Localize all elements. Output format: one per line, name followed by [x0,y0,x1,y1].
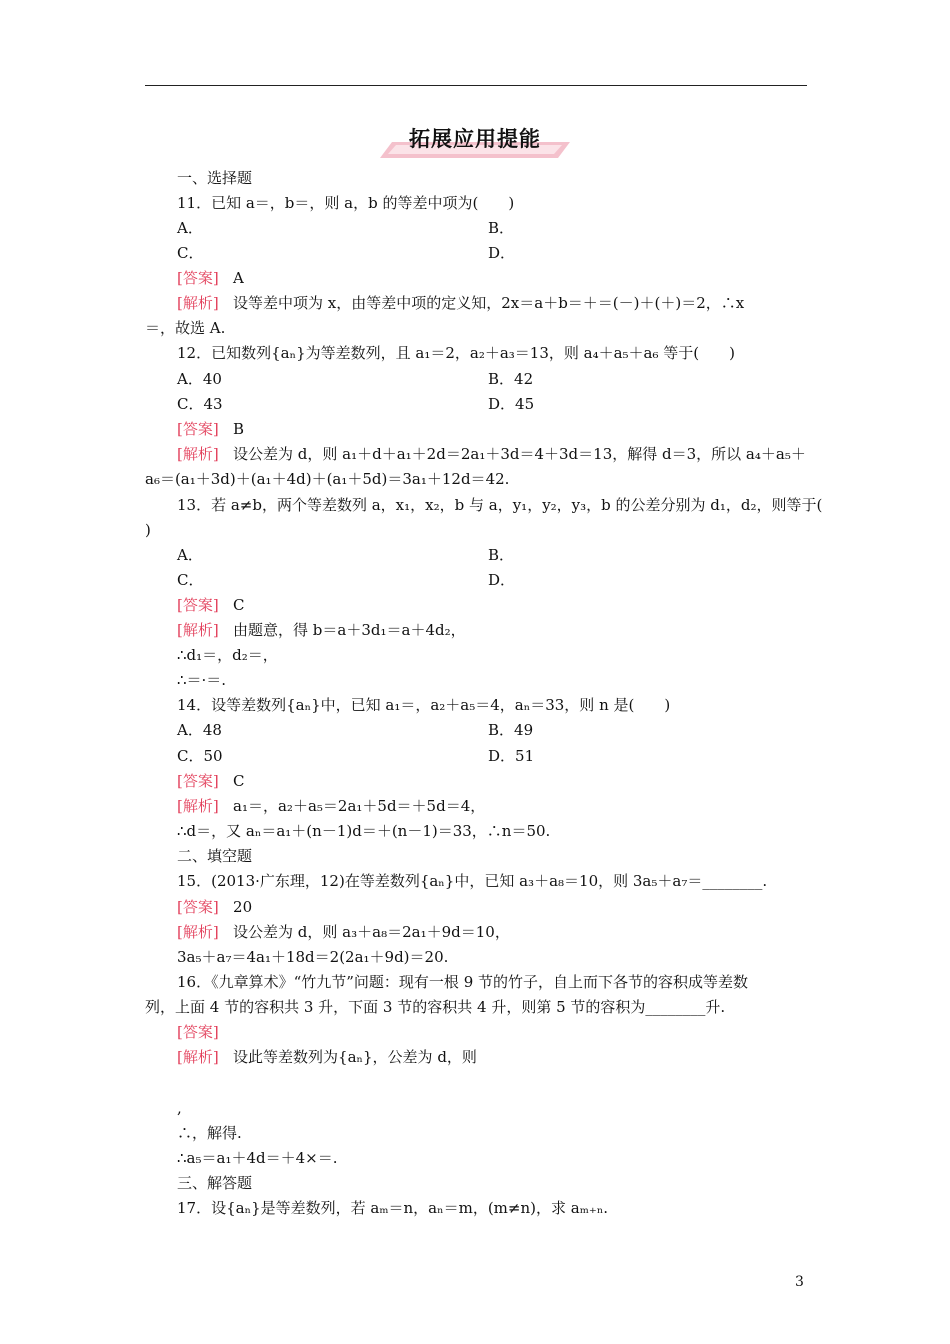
question-14-option-c: C．50 [177,747,223,765]
question-15-analysis-line2: 3a₅＋a₇＝4a₁＋18d＝2(2a₁＋9d)＝20. [177,948,449,966]
question-14-option-d: D．51 [488,747,535,765]
analysis-label: [解析] [177,621,219,639]
analysis-text: 由题意，得 b＝a＋3d₁＝a＋4d₂， [233,621,466,639]
question-11-analysis-line1 [177,294,744,312]
answer-label: [答案] [177,898,219,916]
question-16-analysis-line4: ∴a₅＝a₁＋4d＝＋4×＝. [177,1149,338,1167]
answer-value: 20 [233,898,253,916]
question-11-stem: 11．已知 a＝，b＝，则 a，b 的等差中项为( ) [177,194,515,212]
question-13-stem-line2: ) [145,521,151,539]
answer-value: C [233,772,245,790]
analysis-text: 设等差中项为 x，由等差中项的定义知，2x＝a＋b＝＋＝(－)＋(＋)＝2，∴x [233,294,745,312]
question-11-answer [177,269,244,287]
question-13-option-d: D． [488,571,516,589]
page-number: 3 [795,1274,804,1290]
question-16-answer [177,1023,219,1041]
question-14-option-a: A．48 [177,721,222,739]
question-16-analysis-line2: , [177,1099,182,1117]
question-13-option-b: B． [488,546,515,564]
header-rule [145,85,807,86]
question-15-answer [177,898,252,916]
question-16-analysis-line1 [177,1048,477,1066]
question-11-option-c: C． [177,244,204,262]
section-heading-solve: 三、解答题 [177,1174,253,1192]
answer-value: B [233,420,245,438]
question-16-stem-line2: 列，上面 4 节的容积共 3 升，下面 3 节的容积共 4 升，则第 5 节的容积为________升. [145,998,726,1016]
question-13-stem-line1: 13．若 a≠b，两个等差数列 a，x₁，x₂，b 与 a，y₁，y₂，y₃，b 的公差分别为 d₁，d₂，则等于( [177,496,823,514]
question-13-option-c: C． [177,571,204,589]
question-12-analysis-line1 [177,445,806,463]
section-heading-choice: 一、选择题 [177,169,253,187]
answer-value: A [233,269,244,287]
answer-label: [答案] [177,420,219,438]
question-11-option-a: A． [177,219,203,237]
question-12-option-b: B．42 [488,370,534,388]
question-13-option-a: A． [177,546,203,564]
analysis-text: 设公差为 d，则 a₃＋a₈＝2a₁＋9d＝10， [233,923,510,941]
question-16-stem-line1: 16．《九章算术》“竹九节”问题：现有一根 9 节的竹子，自上而下各节的容积成等差数 [177,973,749,991]
answer-value: C [233,596,245,614]
analysis-text: 设此等差数列为{aₙ}，公差为 d，则 [233,1048,477,1066]
question-14-analysis-line1 [177,797,485,815]
answer-label: [答案] [177,269,219,287]
question-13-analysis-line3: ∴＝·＝. [177,671,227,689]
analysis-label: [解析] [177,797,219,815]
question-17-stem: 17．设{aₙ}是等差数列，若 aₘ＝n，aₙ＝m，(m≠n)，求 aₘ₊ₙ. [177,1199,609,1217]
question-13-analysis-line1 [177,621,466,639]
analysis-label: [解析] [177,294,219,312]
question-12-answer [177,420,244,438]
question-14-analysis-line2: ∴d＝，又 aₙ＝a₁＋(n－1)d＝＋(n－1)＝33，∴n＝50. [177,822,551,840]
analysis-label: [解析] [177,923,219,941]
question-14-option-b: B．49 [488,721,534,739]
question-16-analysis-line3: ∴，解得. [177,1124,242,1142]
question-12-stem: 12．已知数列{aₙ}为等差数列，且 a₁＝2，a₂＋a₃＝13，则 a₄＋a₅＋a₆ 等于( ) [177,344,735,362]
answer-label: [答案] [177,596,219,614]
answer-label: [答案] [177,1023,219,1041]
question-12-option-d: D．45 [488,395,535,413]
analysis-text: a₁＝，a₂＋a₅＝2a₁＋5d＝＋5d＝4， [233,797,486,815]
question-12-option-a: A．40 [177,370,222,388]
question-12-option-c: C．43 [177,395,223,413]
question-12-analysis-line2: a₆＝(a₁＋3d)＋(a₁＋4d)＋(a₁＋5d)＝3a₁＋12d＝42. [145,470,510,488]
question-14-stem: 14．设等差数列{aₙ}中，已知 a₁＝，a₂＋a₅＝4，aₙ＝33，则 n 是( ) [177,696,671,714]
analysis-label: [解析] [177,1048,219,1066]
question-11-analysis-line2: ＝，故选 A. [145,319,226,337]
question-15-analysis-line1 [177,923,510,941]
analysis-label: [解析] [177,445,219,463]
question-14-answer [177,772,245,790]
section-heading-fill: 二、填空题 [177,847,253,865]
analysis-text: 设公差为 d，则 a₁＋d＋a₁＋2d＝2a₁＋3d＝4＋3d＝13，解得 d＝3，所以 a₄＋a₅＋ [233,445,806,463]
question-11-option-b: B． [488,219,515,237]
page-title: 拓展应用提能 [409,127,541,151]
question-11-option-d: D． [488,244,516,262]
question-15-stem: 15．(2013·广东理，12)在等差数列{aₙ}中，已知 a₃＋a₈＝10，则 3a₅＋a₇＝________. [177,872,768,890]
answer-label: [答案] [177,772,219,790]
question-13-analysis-line2: ∴d₁＝，d₂＝， [177,646,278,664]
question-13-answer [177,596,245,614]
